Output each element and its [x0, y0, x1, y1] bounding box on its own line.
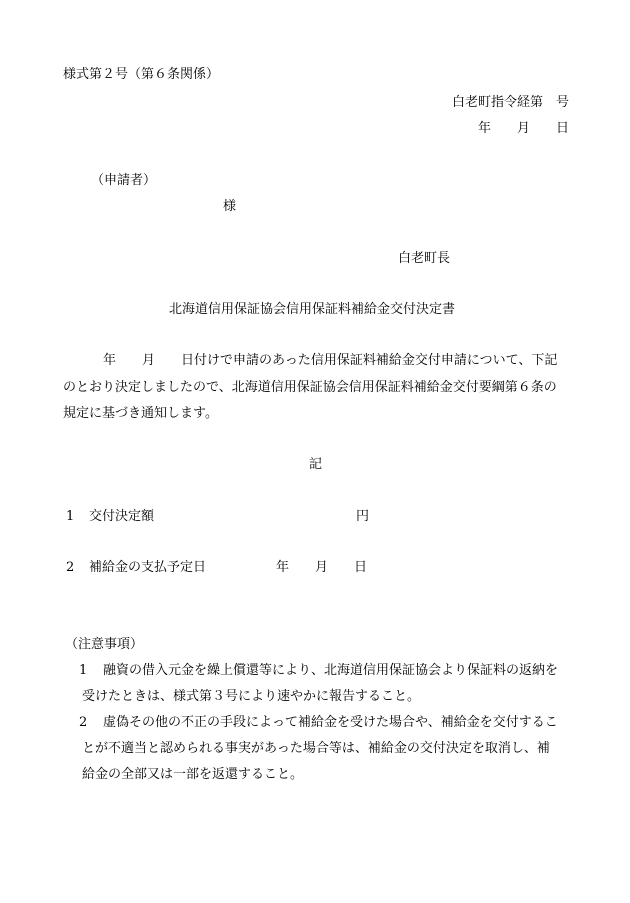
- body-line-2: のとおり決定しましたので、北海道信用保証協会信用保証料補給金交付要綱第６条の: [63, 380, 557, 395]
- issuer: 白老町長: [398, 251, 451, 266]
- item-number: 2: [66, 560, 75, 575]
- note-line: 受けたときは、様式第３号により速やかに報告すること。: [82, 689, 421, 704]
- addressee-suffix: 様: [223, 199, 237, 214]
- item-label: 補給金の支払予定日: [89, 560, 207, 575]
- issue-date: 年 月 日: [477, 121, 569, 136]
- note-line: とが不適当と認められる事実があった場合等は、補給金の交付決定を取消し、補: [82, 741, 550, 756]
- note-number: 1: [79, 663, 88, 678]
- note-line: 虚偽その他の不正の手段によって補給金を受けた場合や、補給金を交付するこ: [103, 715, 558, 730]
- body-line-1: 年 月 日付けで申請のあった信用保証料補給金交付申請について、下記: [103, 353, 558, 368]
- body-line-3: 規定に基づき通知します。: [63, 406, 218, 421]
- applicant-label: （申請者）: [91, 173, 157, 188]
- item-value: 円: [356, 509, 370, 524]
- item-value: 年 月 日: [276, 560, 368, 575]
- form-label: 様式第２号（第６条関係）: [63, 67, 220, 82]
- note-line: 給金の全部又は一部を返還すること。: [82, 767, 304, 782]
- item-number: 1: [66, 509, 75, 524]
- reference-number: 白老町指令経第 号: [451, 95, 569, 110]
- note-line: 融資の借入元金を繰上償還等により、北海道信用保証協会より保証料の返納を: [103, 663, 559, 678]
- ki-heading: 記: [309, 457, 323, 472]
- notes-heading: （注意事項）: [65, 637, 144, 652]
- item-label: 交付決定額: [89, 509, 155, 524]
- document-title: 北海道信用保証協会信用保証料補給金交付決定書: [169, 302, 456, 317]
- note-number: 2: [79, 715, 88, 730]
